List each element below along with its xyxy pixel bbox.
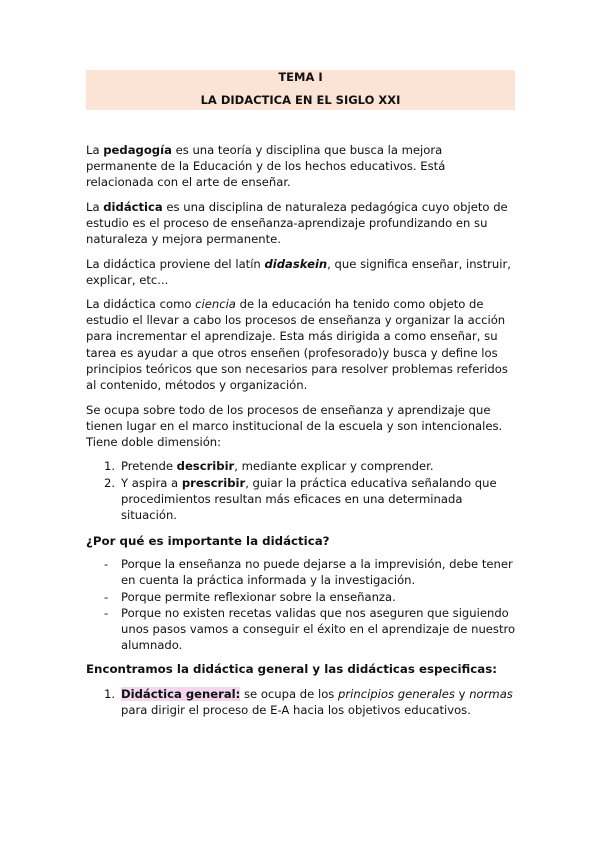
doc-title-topic: TEMA I — [278, 70, 323, 84]
highlighted-term: Didáctica general: — [121, 687, 241, 701]
paragraph-procesos: Se ocupa sobre todo de los procesos de enseñanza y aprendizaje que tienen lugar en el marco institucional de la escuela y son intencionales. Tiene doble dimensión: — [86, 403, 503, 450]
paragraph-pedagogia: La pedagogía es una teoría y disciplina que busca la mejora permanente de la Educación y de los hechos educativos. Está relacionada con el arte de enseñar. — [86, 143, 446, 190]
heading-importancia: ¿Por qué es importante la didáctica? — [86, 534, 330, 548]
document-page: TEMA I LA DIDACTICA EN EL SIGLO XXI La pedagogía es una teoría y disciplina que busca la mejora permanente de la Educación y de los hechos educativos. Está relacionada con el arte de enseñar. La didáctica es una disciplina de naturaleza pedagógica cuyo objeto de estudio es el proceso de enseñanza-aprendizaje profundizando en su naturaleza y mejora permanente. La didáctica proviene del latín didaskein, que significa enseñar, instruir, explicar, etc... La didáctica como ciencia de la educación ha tenido como objeto de estudio el llevar a cabo los procesos de enseñanza y organizar la acción para incrementar el aprendizaje. Esta más dirigida a como enseñar, su tarea es ayudar a que otros enseñen (profesorado)y busca y define los principios teóricos que son necesarios para resolver problemas referidos al contenido, métodos y organización. Se ocupa sobre todo de los procesos de enseñanza y aprendizaje que tienen lugar en el marco institucional de la escuela y son intencionales. Tiene doble dimensión: 1. Pretende describir, mediante explicar y comprender. 2. Y aspira a prescribir, guiar la práctica educativa señalando que procedimientos resultan más eficaces en una determinada situación. ¿Por qué es importante la didáctica? - Porque la enseñanza no puede dejarse a la imprevisión, debe tener en cuenta la práctica informada y la investigación. - Porque permite reflexionar sobre la enseñanza. - Porque no existen recetas validas que nos aseguren que siguiendo unos pasos vamos a conseguir el éxito en el aprendizaje de nuestro alumnado. Encontramos la didáctica general y las didácticas especificas: 1. Didáctica general: se ocupa de los principios generales y normas para dirigir el proceso de E-A hacia los objetivos educativos. — [0, 0, 599, 848]
heading-didacticas: Encontramos la didáctica general y las didácticas especificas: — [86, 662, 497, 676]
paragraph-etimologia: La didáctica proviene del latín didaskein, que significa enseñar, instruir, explicar, etc... — [86, 257, 511, 288]
paragraph-didactica: La didáctica es una disciplina de naturaleza pedagógica cuyo objeto de estudio es el proceso de enseñanza-aprendizaje profundizando en su naturaleza y mejora permanente. — [86, 200, 508, 247]
paragraph-ciencia: La didáctica como ciencia de la educación ha tenido como objeto de estudio el llevar a cabo los procesos de enseñanza y organizar la acción para incrementar el aprendizaje. Esta más dirigida a como enseñar, su tarea es ayudar a que otros enseñen (profesorado)y busca y define los principios teóricos que son necesarios para resolver problemas referidos al contenido, métodos y organización. — [86, 297, 508, 393]
doc-title: LA DIDACTICA EN EL SIGLO XXI — [200, 93, 401, 107]
